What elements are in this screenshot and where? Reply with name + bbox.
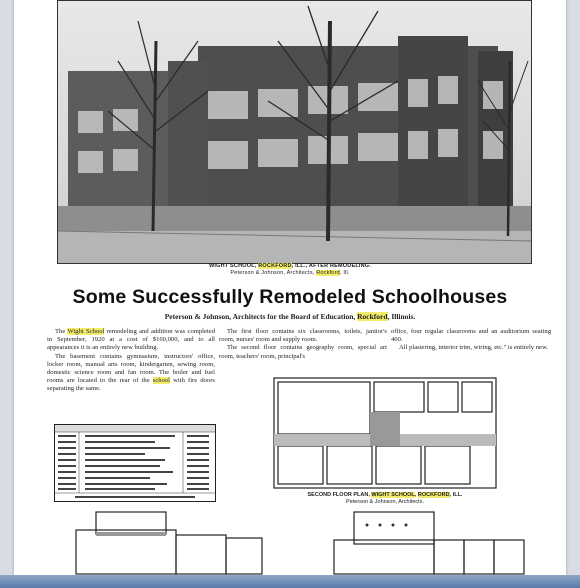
photo-caption-line1: WIGHT SCHOOL, ROCKFORD, ILL., AFTER REMODELING. bbox=[209, 263, 371, 269]
school-photograph bbox=[57, 0, 532, 264]
paragraph-5: office, four regular classrooms and an auditorium seating 400. bbox=[391, 328, 551, 344]
desktop-taskbar bbox=[0, 575, 580, 588]
text-column-3 bbox=[391, 328, 551, 353]
cost-table-image bbox=[54, 424, 216, 502]
paragraph-4: The second floor contains geography room, special art room, teachers' room, principal's bbox=[219, 344, 387, 360]
plan-caption-line2: Peterson & Johnson, Architects. bbox=[346, 499, 424, 505]
paragraph-2: The basement contains gymnasium, instructors' office, locker room, manual arts room, kindergarten, sewing room, domestic science room and fan room. The boiler and fuel rooms are located to the rear of the school with fire doors separating the same. bbox=[47, 352, 215, 393]
text-column-2 bbox=[219, 328, 387, 361]
plan-caption bbox=[254, 492, 516, 506]
paragraph-3: The first floor contains six classrooms, toilets, janitor's room, nurses' room and supply room. bbox=[219, 328, 387, 344]
document-page bbox=[14, 0, 566, 575]
plan-caption-line1: SECOND FLOOR PLAN, WIGHT SCHOOL, ROCKFORD, ILL. bbox=[307, 492, 463, 498]
floor-plan-bottom-right bbox=[332, 510, 527, 575]
photo-caption bbox=[14, 263, 566, 277]
floor-plan-bottom-left bbox=[74, 510, 264, 575]
second-floor-plan bbox=[270, 376, 500, 490]
photo-caption-line2: Peterson & Johnson, Architects, Rockford, Ill. bbox=[230, 270, 350, 276]
article-subtitle: Peterson & Johnson, Architects for the Board of Education, Rockford, Illinois. bbox=[164, 312, 416, 321]
text-column-1 bbox=[47, 328, 215, 394]
article-title: Some Successfully Remodeled Schoolhouses bbox=[72, 286, 508, 308]
paragraph-1: The Wight School remodeling and addition was completed in September, 1920 at a cost of $160,000, and to all appearances it is an entirely new building. bbox=[47, 328, 215, 352]
paragraph-6: All plastering, interior trim, wiring, etc." is entirely new. bbox=[399, 344, 548, 352]
